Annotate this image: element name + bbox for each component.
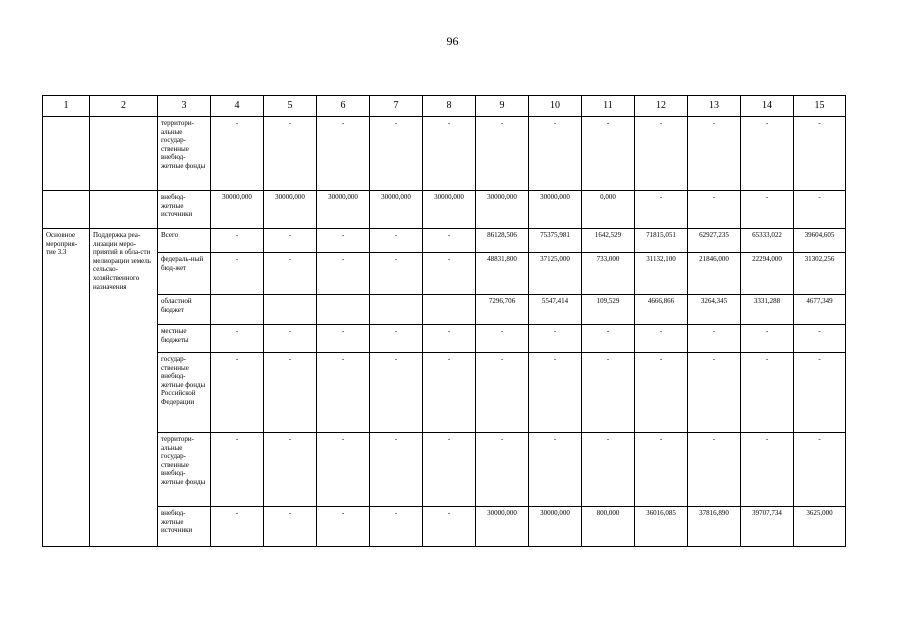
table-row xyxy=(43,117,846,191)
value-cell: 39604,605 xyxy=(794,229,846,253)
activity-code-cell: Основное мероприя-тие 3.3 xyxy=(43,229,90,547)
value-cell xyxy=(317,295,370,325)
table-row xyxy=(43,191,846,229)
empty-cell xyxy=(43,191,90,229)
value-cell: - xyxy=(370,507,423,547)
table-row xyxy=(43,229,846,253)
value-cell: - xyxy=(529,433,582,507)
value-cell: 4677,349 xyxy=(794,295,846,325)
table-row xyxy=(43,353,846,433)
value-cell: - xyxy=(423,117,476,191)
value-cell: - xyxy=(741,117,794,191)
value-cell: - xyxy=(264,325,317,353)
header-row xyxy=(43,96,846,117)
header-cell: 4 xyxy=(211,96,264,117)
value-cell: - xyxy=(423,253,476,295)
value-cell xyxy=(264,295,317,325)
value-cell: - xyxy=(529,117,582,191)
value-cell: 109,529 xyxy=(582,295,635,325)
value-cell: - xyxy=(264,117,317,191)
empty-cell xyxy=(90,191,158,229)
funding-source-cell: федераль-ный бюд-жет xyxy=(158,253,211,295)
value-cell: - xyxy=(264,433,317,507)
value-cell: - xyxy=(794,433,846,507)
value-cell: - xyxy=(529,353,582,433)
funding-source-cell: внебюд-жетные источники xyxy=(158,191,211,229)
value-cell: - xyxy=(211,433,264,507)
value-cell: 30000,000 xyxy=(476,191,529,229)
header-cell: 6 xyxy=(317,96,370,117)
value-cell: - xyxy=(582,353,635,433)
value-cell: - xyxy=(264,229,317,253)
value-cell: - xyxy=(370,325,423,353)
value-cell: 30000,000 xyxy=(529,191,582,229)
value-cell: - xyxy=(688,433,741,507)
value-cell: - xyxy=(476,117,529,191)
header-cell: 9 xyxy=(476,96,529,117)
value-cell: - xyxy=(211,507,264,547)
value-cell: 22294,000 xyxy=(741,253,794,295)
value-cell: - xyxy=(423,507,476,547)
header-cell: 1 xyxy=(43,96,90,117)
funding-source-cell: местные бюджеты xyxy=(158,325,211,353)
value-cell: - xyxy=(635,325,688,353)
value-cell: - xyxy=(635,433,688,507)
value-cell: 37125,000 xyxy=(529,253,582,295)
empty-cell xyxy=(90,117,158,191)
value-cell: - xyxy=(264,253,317,295)
value-cell: - xyxy=(794,117,846,191)
header-cell: 13 xyxy=(688,96,741,117)
value-cell xyxy=(423,295,476,325)
header-cell: 14 xyxy=(741,96,794,117)
value-cell: 30000,000 xyxy=(529,507,582,547)
value-cell: 4666,866 xyxy=(635,295,688,325)
value-cell xyxy=(211,295,264,325)
value-cell: - xyxy=(317,353,370,433)
value-cell: - xyxy=(688,191,741,229)
header-cell: 3 xyxy=(158,96,211,117)
value-cell: - xyxy=(317,325,370,353)
header-cell: 5 xyxy=(264,96,317,117)
header-cell: 7 xyxy=(370,96,423,117)
value-cell: 65333,022 xyxy=(741,229,794,253)
value-cell: - xyxy=(264,507,317,547)
value-cell: - xyxy=(317,117,370,191)
value-cell: - xyxy=(211,325,264,353)
table-row xyxy=(43,253,846,295)
funding-source-cell: территори-альные государ-ственные внебюд-жетные фонды xyxy=(158,433,211,507)
page-number: 96 xyxy=(446,34,459,48)
value-cell: - xyxy=(582,433,635,507)
value-cell: 71815,051 xyxy=(635,229,688,253)
value-cell: - xyxy=(582,325,635,353)
value-cell: 3625,000 xyxy=(794,507,846,547)
header-cell: 15 xyxy=(794,96,846,117)
value-cell: - xyxy=(370,253,423,295)
value-cell: - xyxy=(317,229,370,253)
funding-source-cell: областной бюджет xyxy=(158,295,211,325)
table-row xyxy=(43,433,846,507)
value-cell: 21846,000 xyxy=(688,253,741,295)
value-cell: 30000,000 xyxy=(370,191,423,229)
value-cell: - xyxy=(688,353,741,433)
funding-source-cell: территори-альные государ-ственные внебюд-жетные фонды xyxy=(158,117,211,191)
value-cell: 7296,706 xyxy=(476,295,529,325)
value-cell: - xyxy=(741,433,794,507)
value-cell: - xyxy=(794,353,846,433)
value-cell: - xyxy=(317,253,370,295)
value-cell: - xyxy=(370,433,423,507)
value-cell: - xyxy=(688,325,741,353)
value-cell: 31132,100 xyxy=(635,253,688,295)
value-cell: - xyxy=(476,433,529,507)
value-cell: - xyxy=(370,229,423,253)
funding-source-cell: Всего xyxy=(158,229,211,253)
value-cell: - xyxy=(370,117,423,191)
value-cell: - xyxy=(741,353,794,433)
value-cell: - xyxy=(264,353,317,433)
value-cell: - xyxy=(529,325,582,353)
header-cell: 2 xyxy=(90,96,158,117)
value-cell: - xyxy=(211,229,264,253)
table-row xyxy=(43,325,846,353)
value-cell: 31302,256 xyxy=(794,253,846,295)
value-cell: 3331,288 xyxy=(741,295,794,325)
value-cell: - xyxy=(635,191,688,229)
value-cell: - xyxy=(317,433,370,507)
table-row xyxy=(43,295,846,325)
value-cell: 5547,414 xyxy=(529,295,582,325)
value-cell: 30000,000 xyxy=(317,191,370,229)
value-cell: 3264,345 xyxy=(688,295,741,325)
value-cell: - xyxy=(423,325,476,353)
value-cell: 48831,800 xyxy=(476,253,529,295)
value-cell: - xyxy=(423,229,476,253)
value-cell: 30000,000 xyxy=(264,191,317,229)
value-cell: 75375,981 xyxy=(529,229,582,253)
value-cell: - xyxy=(476,353,529,433)
funding-source-cell: внебюд-жетные источники xyxy=(158,507,211,547)
value-cell: - xyxy=(211,353,264,433)
value-cell: 30000,000 xyxy=(423,191,476,229)
value-cell: - xyxy=(635,117,688,191)
value-cell: - xyxy=(635,353,688,433)
value-cell: - xyxy=(317,507,370,547)
value-cell: - xyxy=(370,353,423,433)
value-cell xyxy=(370,295,423,325)
value-cell: 800,000 xyxy=(582,507,635,547)
empty-cell xyxy=(43,117,90,191)
budget-table xyxy=(42,95,846,547)
header-cell: 10 xyxy=(529,96,582,117)
value-cell: - xyxy=(582,117,635,191)
value-cell: - xyxy=(211,253,264,295)
value-cell: 1642,529 xyxy=(582,229,635,253)
value-cell: - xyxy=(688,117,741,191)
value-cell: - xyxy=(794,191,846,229)
header-cell: 8 xyxy=(423,96,476,117)
value-cell: - xyxy=(211,117,264,191)
table-row xyxy=(43,507,846,547)
value-cell: - xyxy=(423,433,476,507)
header-cell: 12 xyxy=(635,96,688,117)
value-cell: 30000,000 xyxy=(476,507,529,547)
value-cell: 39707,734 xyxy=(741,507,794,547)
value-cell: 37816,890 xyxy=(688,507,741,547)
value-cell: - xyxy=(476,325,529,353)
value-cell: - xyxy=(423,353,476,433)
value-cell: 86128,506 xyxy=(476,229,529,253)
value-cell: 62927,235 xyxy=(688,229,741,253)
value-cell: - xyxy=(794,325,846,353)
value-cell: 36016,085 xyxy=(635,507,688,547)
funding-source-cell: государ-ственные внебюд-жетные фонды Российской Федерации xyxy=(158,353,211,433)
header-cell: 11 xyxy=(582,96,635,117)
value-cell: - xyxy=(741,191,794,229)
value-cell: 0,000 xyxy=(582,191,635,229)
activity-name-cell: Поддержка реа-лизации меро-приятий в обла-сти мелиорации земель сельско-хозяйственного назначения xyxy=(90,229,158,547)
value-cell: 733,000 xyxy=(582,253,635,295)
value-cell: - xyxy=(741,325,794,353)
value-cell: 30000,000 xyxy=(211,191,264,229)
